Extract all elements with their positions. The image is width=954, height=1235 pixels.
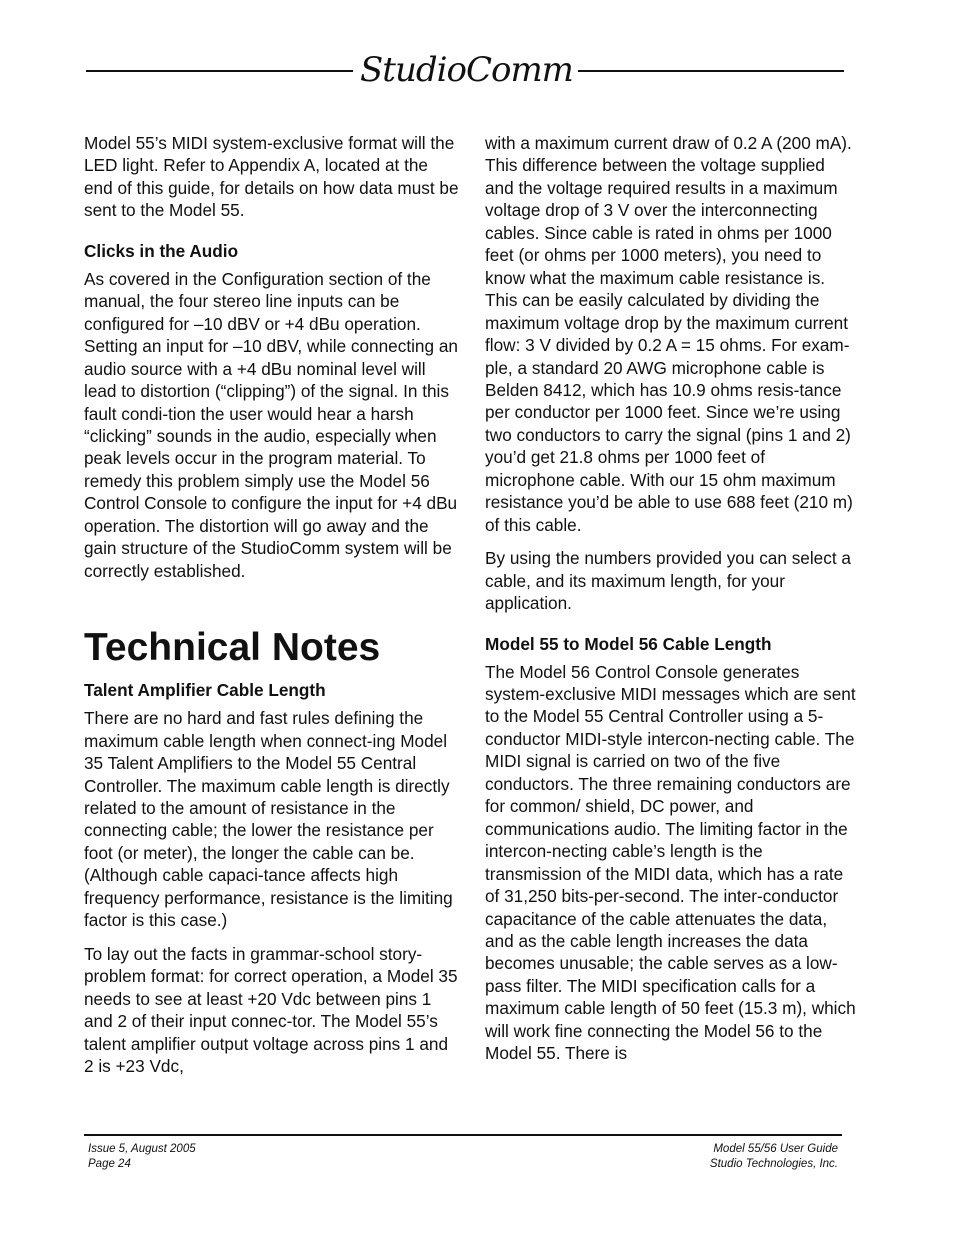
left-column <box>84 132 460 1088</box>
intro-paragraph: Model 55’s MIDI system-exclusive format will the LED light. Refer to Appendix A, located at the end of this guide, for details on how data must be sent to the Model 55. <box>84 133 459 221</box>
talent-heading: Talent Amplifier Cable Length <box>84 680 326 701</box>
right-column <box>485 132 857 1076</box>
footer-rule <box>84 1134 842 1136</box>
numbers-paragraph: By using the numbers provided you can select a cable, and its maximum length, for your application. <box>485 548 851 614</box>
header-rule-right <box>578 70 844 72</box>
talent-paragraph-2: To lay out the facts in grammar-school story-problem format: for correct operation, a Model 35 needs to see at least +20 Vdc between pins 1 and 2 of their input connec-tor. The Model 55’s talent amplifier output voltage across pins 1 and 2 is +23 Vdc, <box>84 943 458 1076</box>
studiocomm-logo: StudioComm <box>360 50 573 90</box>
footer-left <box>88 1142 196 1172</box>
section-title: Technical Notes <box>84 626 381 670</box>
clicks-paragraph: As covered in the Configuration section of the manual, the four stereo line inputs can be configured for –10 dBV or +4 dBu operation. Setting an input for –10 dBV, while connecting an audio source with a +4 dBu nominal level will lead to distortion (“clipping”) of the signal. In this fault condi-tion the user would hear a harsh “clicking” sounds in the audio, especially when peak levels occur in the program material. To remedy this problem simply use the Model 56 Control Console to configure the input for +4 dBu operation. The distortion will go away and the gain structure of the StudioComm system will be correctly established. <box>84 268 458 581</box>
page-number: Page 24 <box>88 1158 131 1170</box>
issue-date: Issue 5, August 2005 <box>88 1143 196 1155</box>
talent-paragraph-1: There are no hard and fast rules defining the maximum cable length when connect-ing Model 35 Talent Amplifiers to the Model 55 Central Controller. The maximum cable length is directly related to the amount of resistance in the connecting cable; the lower the resistance per foot (or meter), the longer the cable can be. (Although cable capaci-tance affects high frequency performance, resistance is the limiting factor is this case.) <box>84 708 453 931</box>
continued-paragraph: with a maximum current draw of 0.2 A (200 mA). This difference between the voltage supplied and the voltage required results in a maximum voltage drop of 3 V over the interconnecting cables. Since cable is rated in ohms per 1000 feet (or ohms per 1000 meters), you need to know what the maximum cable resistance is. This can be easily calculated by dividing the maximum voltage drop by the maximum current flow: 3 V divided by 0.2 A = 15 ohms. For exam-ple, a standard 20 AWG microphone cable is Belden 8412, which has 10.9 ohms resis-tance per conductor per 1000 feet. Since we’re using two conductors to carry the signal (pins 1 and 2) you’d get 21.8 ohms per 1000 feet of microphone cable. With our 15 ohm maximum resistance you’d be able to use 688 feet (210 m) of this cable. <box>485 133 853 535</box>
guide-title: Model 55/56 User Guide <box>713 1143 838 1155</box>
footer-right <box>710 1142 838 1172</box>
header-rule-left <box>86 70 353 72</box>
m55-cable-paragraph: The Model 56 Control Console generates system-exclusive MIDI messages which are sent to the Model 55 Central Controller using a 5-conductor MIDI-style intercon-necting cable. The MIDI signal is carried on two of the five conductors. The three remaining conductors are for common/ shield, DC power, and communications audio. The limiting factor in the intercon-necting cable’s length is the transmission of the MIDI data, which has a rate of 31,250 bits-per-second. The inter-conductor capacitance of the cable attenuates the data, and as the cable length increases the data becomes unusable; the cable serves as a low-pass filter. The MIDI specification calls for a maximum cable length of 50 feet (15.3 m), which will work fine connecting the Model 56 to the Model 55. There is <box>485 661 856 1064</box>
clicks-heading: Clicks in the Audio <box>84 240 239 261</box>
m55-cable-heading: Model 55 to Model 56 Cable Length <box>485 633 772 654</box>
company-name: Studio Technologies, Inc. <box>709 1158 838 1170</box>
